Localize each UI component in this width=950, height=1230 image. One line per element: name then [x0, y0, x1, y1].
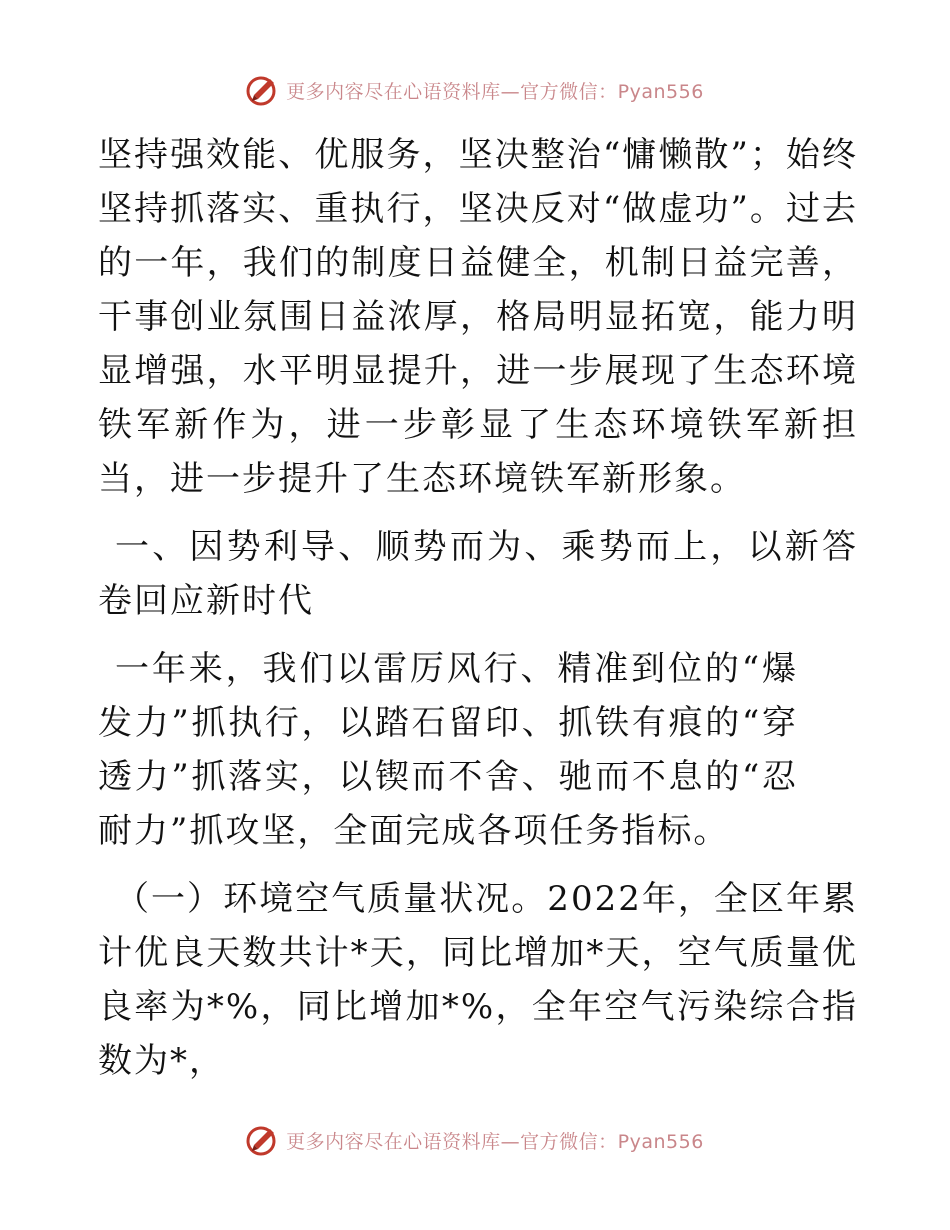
paragraph-3: （一）环境空气质量状况。2022年，全区年累计优良天数共计*天，同比增加*天，空气质量优良率为*%，同比增加*%，全年空气污染综合指数为*，	[98, 879, 858, 1081]
paragraph-2: 一年来，我们以雷厉风行、精准到位的“爆发力”抓执行，以踏石留印、抓铁有痕的“穿透力”抓落实，以锲而不舍、驰而不息的“忍耐力”抓攻坚，全面完成各项任务指标。	[98, 649, 798, 851]
header-banner	[0, 70, 950, 110]
footer-banner	[0, 1120, 950, 1160]
footer-banner-text: 更多内容尽在心语资料库—官方微信：Pyan556	[286, 1130, 704, 1153]
paragraph-1: 坚持强效能、优服务，坚决整治“慵懒散”；始终坚持抓落实、重执行，坚决反对“做虚功”。过去的一年，我们的制度日益健全，机制日益完善，干事创业氛围日益浓厚，格局明显拓宽，能力明显增强，水平明显提升，进一步展现了生态环境铁军新作为，进一步彰显了生态环境铁军新担当，进一步提升了生态环境铁军新形象。	[98, 135, 858, 499]
pen-logo-icon	[246, 1123, 280, 1157]
pen-logo-icon	[246, 73, 280, 107]
document-body	[98, 128, 858, 1088]
section-heading-1: 一、因势利导、顺势而为、乘势而上，以新答卷回应新时代	[98, 527, 858, 621]
header-banner-text: 更多内容尽在心语资料库—官方微信：Pyan556	[286, 80, 704, 103]
